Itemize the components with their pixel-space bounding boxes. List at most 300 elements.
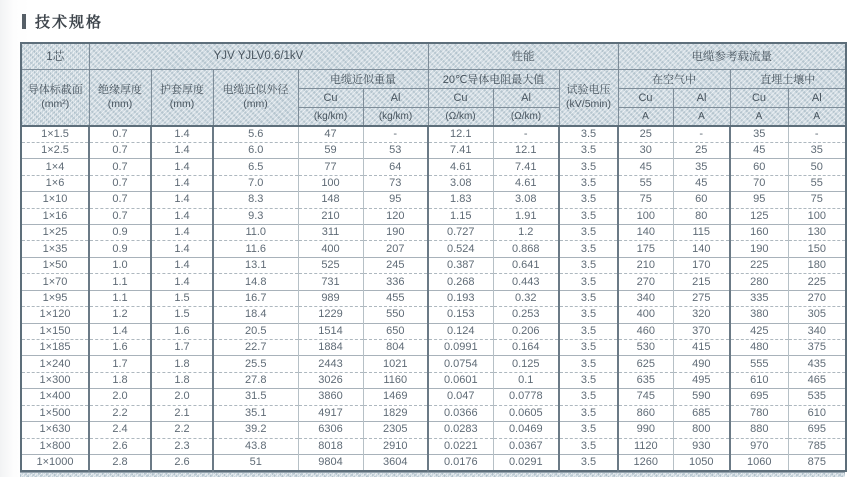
- value-cell: 1.4: [151, 159, 213, 175]
- value-cell: 455: [363, 290, 428, 306]
- value-cell: 1.4: [151, 175, 213, 191]
- value-cell: 370: [673, 323, 730, 339]
- value-cell: 1.4: [151, 192, 213, 208]
- value-cell: 804: [363, 339, 428, 355]
- table-row: [21, 323, 846, 339]
- value-cell: 3.5: [559, 454, 618, 471]
- value-cell: 875: [788, 454, 846, 471]
- value-cell: 0.727: [428, 225, 493, 241]
- value-cell: 148: [298, 192, 363, 208]
- header-in-air-group: 在空气中: [618, 69, 730, 88]
- value-cell: 1229: [298, 307, 363, 323]
- page-title: 技术规格: [35, 14, 104, 31]
- header-cu-label: Cu: [298, 88, 363, 107]
- value-cell: 60: [730, 159, 788, 175]
- value-cell: 0.0221: [428, 438, 493, 454]
- value-cell: 11.0: [213, 225, 298, 241]
- value-cell: 4.61: [428, 159, 493, 175]
- value-cell: 1829: [363, 405, 428, 421]
- value-cell: 207: [363, 241, 428, 257]
- value-cell: 336: [363, 274, 428, 290]
- table-row: [21, 274, 846, 290]
- value-cell: 95: [363, 192, 428, 208]
- size-cell: 1×4: [21, 159, 89, 175]
- value-cell: 35: [788, 142, 846, 158]
- header-test-voltage-unit: (kV/5min): [566, 97, 611, 110]
- value-cell: 0.0291: [493, 454, 559, 471]
- value-cell: 47: [298, 126, 363, 142]
- value-cell: 495: [673, 372, 730, 388]
- value-cell: 30: [618, 142, 673, 158]
- value-cell: 190: [730, 241, 788, 257]
- header-insulation: [89, 69, 151, 126]
- value-cell: 0.0469: [493, 422, 559, 438]
- value-cell: 1.4: [151, 274, 213, 290]
- value-cell: 170: [673, 257, 730, 273]
- value-cell: 0.7: [89, 192, 151, 208]
- value-cell: 180: [788, 257, 846, 273]
- value-cell: 1.8: [89, 372, 151, 388]
- value-cell: 12.1: [493, 142, 559, 158]
- value-cell: 1.4: [151, 257, 213, 273]
- value-cell: 695: [788, 422, 846, 438]
- value-cell: 320: [673, 307, 730, 323]
- value-cell: 9804: [298, 454, 363, 471]
- value-cell: 1120: [618, 438, 673, 454]
- header-cu-label: Cu: [730, 88, 788, 107]
- value-cell: 625: [618, 356, 673, 372]
- table-row: [21, 389, 846, 405]
- size-cell: 1×1.5: [21, 126, 89, 142]
- value-cell: 0.9: [89, 241, 151, 257]
- value-cell: 0.0991: [428, 339, 493, 355]
- value-cell: 100: [298, 175, 363, 191]
- value-cell: 425: [730, 323, 788, 339]
- value-cell: 3.5: [559, 192, 618, 208]
- header-conductor-section: [21, 69, 89, 126]
- size-cell: 1×240: [21, 356, 89, 372]
- size-cell: 1×630: [21, 422, 89, 438]
- value-cell: 43.8: [213, 438, 298, 454]
- value-cell: 0.253: [493, 307, 559, 323]
- value-cell: 35: [673, 159, 730, 175]
- value-cell: -: [363, 126, 428, 142]
- header-kgkm-unit: (kg/km): [363, 107, 428, 126]
- value-cell: -: [493, 126, 559, 142]
- table-row: [21, 159, 846, 175]
- spec-table: [20, 42, 847, 472]
- value-cell: 0.0778: [493, 389, 559, 405]
- header-sheath: [151, 69, 213, 126]
- value-cell: 1514: [298, 323, 363, 339]
- value-cell: 1.4: [89, 323, 151, 339]
- value-cell: 3.5: [559, 438, 618, 454]
- value-cell: 270: [788, 290, 846, 306]
- value-cell: 0.7: [89, 208, 151, 224]
- value-cell: 27.8: [213, 372, 298, 388]
- header-amp-unit: A: [673, 107, 730, 126]
- value-cell: 18.4: [213, 307, 298, 323]
- value-cell: 225: [730, 257, 788, 273]
- value-cell: 0.0367: [493, 438, 559, 454]
- value-cell: 275: [673, 290, 730, 306]
- size-cell: 1×25: [21, 225, 89, 241]
- header-kgkm-unit: (kg/km): [298, 107, 363, 126]
- value-cell: 20.5: [213, 323, 298, 339]
- header-al-label: Al: [673, 88, 730, 107]
- value-cell: 22.7: [213, 339, 298, 355]
- value-cell: 0.7: [89, 159, 151, 175]
- value-cell: 695: [730, 389, 788, 405]
- size-cell: 1×95: [21, 290, 89, 306]
- header-core: 1芯: [21, 43, 89, 69]
- table-row: [21, 225, 846, 241]
- value-cell: 2.3: [151, 438, 213, 454]
- value-cell: 380: [730, 307, 788, 323]
- value-cell: 2.2: [151, 422, 213, 438]
- size-cell: 1×150: [21, 323, 89, 339]
- value-cell: 75: [618, 192, 673, 208]
- value-cell: 1884: [298, 339, 363, 355]
- value-cell: 0.124: [428, 323, 493, 339]
- value-cell: 1160: [363, 372, 428, 388]
- value-cell: 1021: [363, 356, 428, 372]
- value-cell: 1.0: [89, 257, 151, 273]
- value-cell: 45: [730, 142, 788, 158]
- size-cell: 1×300: [21, 372, 89, 388]
- size-cell: 1×2.5: [21, 142, 89, 158]
- value-cell: 990: [618, 422, 673, 438]
- value-cell: 1.4: [151, 225, 213, 241]
- value-cell: 490: [673, 356, 730, 372]
- value-cell: 150: [788, 241, 846, 257]
- value-cell: 1.5: [151, 307, 213, 323]
- value-cell: 970: [730, 438, 788, 454]
- value-cell: 1.1: [89, 290, 151, 306]
- value-cell: 3.5: [559, 389, 618, 405]
- spec-table-body: [21, 126, 846, 471]
- value-cell: 0.9: [89, 225, 151, 241]
- value-cell: 120: [363, 208, 428, 224]
- value-cell: 35.1: [213, 405, 298, 421]
- value-cell: 140: [618, 225, 673, 241]
- value-cell: 51: [213, 454, 298, 471]
- value-cell: 435: [788, 356, 846, 372]
- value-cell: 0.268: [428, 274, 493, 290]
- value-cell: 45: [673, 175, 730, 191]
- size-cell: 1×50: [21, 257, 89, 273]
- table-row: [21, 372, 846, 388]
- size-cell: 1×800: [21, 438, 89, 454]
- header-insulation-label: 绝缘厚度: [98, 83, 142, 96]
- value-cell: 880: [730, 422, 788, 438]
- value-cell: 11.6: [213, 241, 298, 257]
- value-cell: 7.0: [213, 175, 298, 191]
- value-cell: 4917: [298, 405, 363, 421]
- value-cell: 4.61: [493, 175, 559, 191]
- value-cell: 2.0: [89, 389, 151, 405]
- value-cell: 6.0: [213, 142, 298, 158]
- header-ohmkm-unit: (Ω/km): [493, 107, 559, 126]
- value-cell: 3604: [363, 454, 428, 471]
- table-row: [21, 454, 846, 471]
- value-cell: 1.6: [89, 339, 151, 355]
- value-cell: 125: [730, 208, 788, 224]
- value-cell: 340: [788, 323, 846, 339]
- value-cell: 100: [618, 208, 673, 224]
- value-cell: 3.5: [559, 126, 618, 142]
- header-conductor-unit: (mm²): [41, 97, 70, 110]
- value-cell: 0.047: [428, 389, 493, 405]
- value-cell: 53: [363, 142, 428, 158]
- header-model: YJV YJLV0.6/1kV: [89, 43, 428, 69]
- table-row: [21, 307, 846, 323]
- header-test-voltage-label: 试验电压: [566, 83, 611, 96]
- size-cell: 1×185: [21, 339, 89, 355]
- header-amp-unit: A: [788, 107, 846, 126]
- value-cell: 415: [673, 339, 730, 355]
- value-cell: 780: [730, 405, 788, 421]
- table-row: [21, 257, 846, 273]
- header-ohmkm-unit: (Ω/km): [428, 107, 493, 126]
- value-cell: 1060: [730, 454, 788, 471]
- size-cell: 1×16: [21, 208, 89, 224]
- value-cell: 14.8: [213, 274, 298, 290]
- value-cell: 635: [618, 372, 673, 388]
- value-cell: 25.5: [213, 356, 298, 372]
- value-cell: 610: [730, 372, 788, 388]
- header-resistance-group: 20℃导体电阻最大值: [428, 69, 559, 88]
- value-cell: 335: [730, 290, 788, 306]
- value-cell: 0.0605: [493, 405, 559, 421]
- value-cell: 210: [298, 208, 363, 224]
- size-cell: 1×35: [21, 241, 89, 257]
- value-cell: 0.206: [493, 323, 559, 339]
- value-cell: 3.5: [559, 225, 618, 241]
- value-cell: 0.868: [493, 241, 559, 257]
- value-cell: 3.5: [559, 175, 618, 191]
- value-cell: 2.1: [151, 405, 213, 421]
- value-cell: 2.4: [89, 422, 151, 438]
- value-cell: 77: [298, 159, 363, 175]
- value-cell: 115: [673, 225, 730, 241]
- value-cell: 130: [788, 225, 846, 241]
- value-cell: 2.6: [151, 454, 213, 471]
- table-row: [21, 208, 846, 224]
- value-cell: 340: [618, 290, 673, 306]
- value-cell: 930: [673, 438, 730, 454]
- value-cell: 8018: [298, 438, 363, 454]
- value-cell: 745: [618, 389, 673, 405]
- value-cell: 1.2: [89, 307, 151, 323]
- value-cell: 3026: [298, 372, 363, 388]
- value-cell: 550: [363, 307, 428, 323]
- value-cell: 3.5: [559, 142, 618, 158]
- value-cell: 3.08: [493, 192, 559, 208]
- value-cell: 1.15: [428, 208, 493, 224]
- header-diameter: [213, 69, 298, 126]
- value-cell: 465: [788, 372, 846, 388]
- table-row: [21, 405, 846, 421]
- header-diameter-unit: (mm): [243, 97, 268, 110]
- value-cell: -: [788, 126, 846, 142]
- value-cell: 0.32: [493, 290, 559, 306]
- header-insulation-unit: (mm): [107, 97, 133, 110]
- value-cell: 400: [298, 241, 363, 257]
- size-cell: 1×400: [21, 389, 89, 405]
- value-cell: 480: [730, 339, 788, 355]
- value-cell: 1.8: [151, 372, 213, 388]
- value-cell: 0.7: [89, 142, 151, 158]
- value-cell: 1.1: [89, 274, 151, 290]
- header-cu-label: Cu: [618, 88, 673, 107]
- value-cell: 0.0366: [428, 405, 493, 421]
- value-cell: 190: [363, 225, 428, 241]
- value-cell: 100: [788, 208, 846, 224]
- value-cell: 555: [730, 356, 788, 372]
- table-row: [21, 126, 846, 142]
- value-cell: 3.5: [559, 356, 618, 372]
- value-cell: 3.5: [559, 208, 618, 224]
- value-cell: 39.2: [213, 422, 298, 438]
- value-cell: 64: [363, 159, 428, 175]
- value-cell: 460: [618, 323, 673, 339]
- value-cell: 1.5: [151, 290, 213, 306]
- value-cell: 5.6: [213, 126, 298, 142]
- header-ampacity: 电缆参考载流量: [618, 43, 846, 69]
- value-cell: 3.5: [559, 323, 618, 339]
- table-row: [21, 422, 846, 438]
- value-cell: 0.387: [428, 257, 493, 273]
- header-al-label: Al: [493, 88, 559, 107]
- header-amp-unit: A: [730, 107, 788, 126]
- value-cell: 1469: [363, 389, 428, 405]
- value-cell: 0.125: [493, 356, 559, 372]
- value-cell: 305: [788, 307, 846, 323]
- value-cell: 3.08: [428, 175, 493, 191]
- value-cell: 280: [730, 274, 788, 290]
- value-cell: 0.0601: [428, 372, 493, 388]
- header-performance: 性能: [428, 43, 618, 69]
- value-cell: 35: [730, 126, 788, 142]
- value-cell: 2443: [298, 356, 363, 372]
- value-cell: 7.41: [428, 142, 493, 158]
- header-cu-label: Cu: [428, 88, 493, 107]
- size-cell: 1×120: [21, 307, 89, 323]
- value-cell: 1.2: [493, 225, 559, 241]
- value-cell: 2.2: [89, 405, 151, 421]
- value-cell: 210: [618, 257, 673, 273]
- value-cell: 800: [673, 422, 730, 438]
- value-cell: 2.8: [89, 454, 151, 471]
- value-cell: 73: [363, 175, 428, 191]
- value-cell: 1.4: [151, 126, 213, 142]
- value-cell: 12.1: [428, 126, 493, 142]
- value-cell: 375: [788, 339, 846, 355]
- value-cell: 55: [788, 175, 846, 191]
- title-marker: [22, 14, 26, 29]
- value-cell: -: [673, 126, 730, 142]
- table-row: [21, 192, 846, 208]
- header-sheath-unit: (mm): [169, 97, 195, 110]
- value-cell: 0.164: [493, 339, 559, 355]
- value-cell: 3.5: [559, 290, 618, 306]
- header-buried-group: 直埋土壤中: [730, 69, 846, 88]
- header-conductor-label: 导体标截面: [27, 83, 83, 96]
- table-row: [21, 339, 846, 355]
- header-weight-group: 电缆近似重量: [298, 69, 428, 88]
- value-cell: 6306: [298, 422, 363, 438]
- value-cell: 0.524: [428, 241, 493, 257]
- value-cell: 70: [730, 175, 788, 191]
- value-cell: 160: [730, 225, 788, 241]
- value-cell: 45: [618, 159, 673, 175]
- value-cell: 80: [673, 208, 730, 224]
- value-cell: 59: [298, 142, 363, 158]
- value-cell: 2305: [363, 422, 428, 438]
- value-cell: 610: [788, 405, 846, 421]
- value-cell: 13.1: [213, 257, 298, 273]
- header-sheath-label: 护套厚度: [160, 83, 204, 96]
- value-cell: 16.7: [213, 290, 298, 306]
- value-cell: 0.0754: [428, 356, 493, 372]
- value-cell: 0.641: [493, 257, 559, 273]
- table-row: [21, 175, 846, 191]
- value-cell: 25: [618, 126, 673, 142]
- size-cell: 1×6: [21, 175, 89, 191]
- header-test-voltage: [559, 69, 618, 126]
- value-cell: 590: [673, 389, 730, 405]
- size-cell: 1×500: [21, 405, 89, 421]
- value-cell: 3.5: [559, 422, 618, 438]
- value-cell: 0.153: [428, 307, 493, 323]
- table-row: [21, 241, 846, 257]
- value-cell: 0.7: [89, 175, 151, 191]
- header-amp-unit: A: [618, 107, 673, 126]
- value-cell: 3.5: [559, 307, 618, 323]
- value-cell: 1.6: [151, 323, 213, 339]
- value-cell: 650: [363, 323, 428, 339]
- value-cell: 2910: [363, 438, 428, 454]
- value-cell: 0.0283: [428, 422, 493, 438]
- value-cell: 1.4: [151, 142, 213, 158]
- value-cell: 1.4: [151, 241, 213, 257]
- value-cell: 25: [673, 142, 730, 158]
- value-cell: 2.6: [89, 438, 151, 454]
- value-cell: 2.0: [151, 389, 213, 405]
- value-cell: 1.8: [151, 356, 213, 372]
- size-cell: 1×1000: [21, 454, 89, 471]
- value-cell: 8.3: [213, 192, 298, 208]
- value-cell: 1.7: [151, 339, 213, 355]
- value-cell: 55: [618, 175, 673, 191]
- value-cell: 535: [788, 389, 846, 405]
- value-cell: 6.5: [213, 159, 298, 175]
- size-cell: 1×70: [21, 274, 89, 290]
- value-cell: 270: [618, 274, 673, 290]
- value-cell: 75: [788, 192, 846, 208]
- value-cell: 525: [298, 257, 363, 273]
- table-row: [21, 356, 846, 372]
- header-al-label: Al: [788, 88, 846, 107]
- value-cell: 215: [673, 274, 730, 290]
- value-cell: 731: [298, 274, 363, 290]
- value-cell: 3.5: [559, 257, 618, 273]
- value-cell: 3.5: [559, 274, 618, 290]
- value-cell: 1.4: [151, 208, 213, 224]
- value-cell: 95: [730, 192, 788, 208]
- value-cell: 530: [618, 339, 673, 355]
